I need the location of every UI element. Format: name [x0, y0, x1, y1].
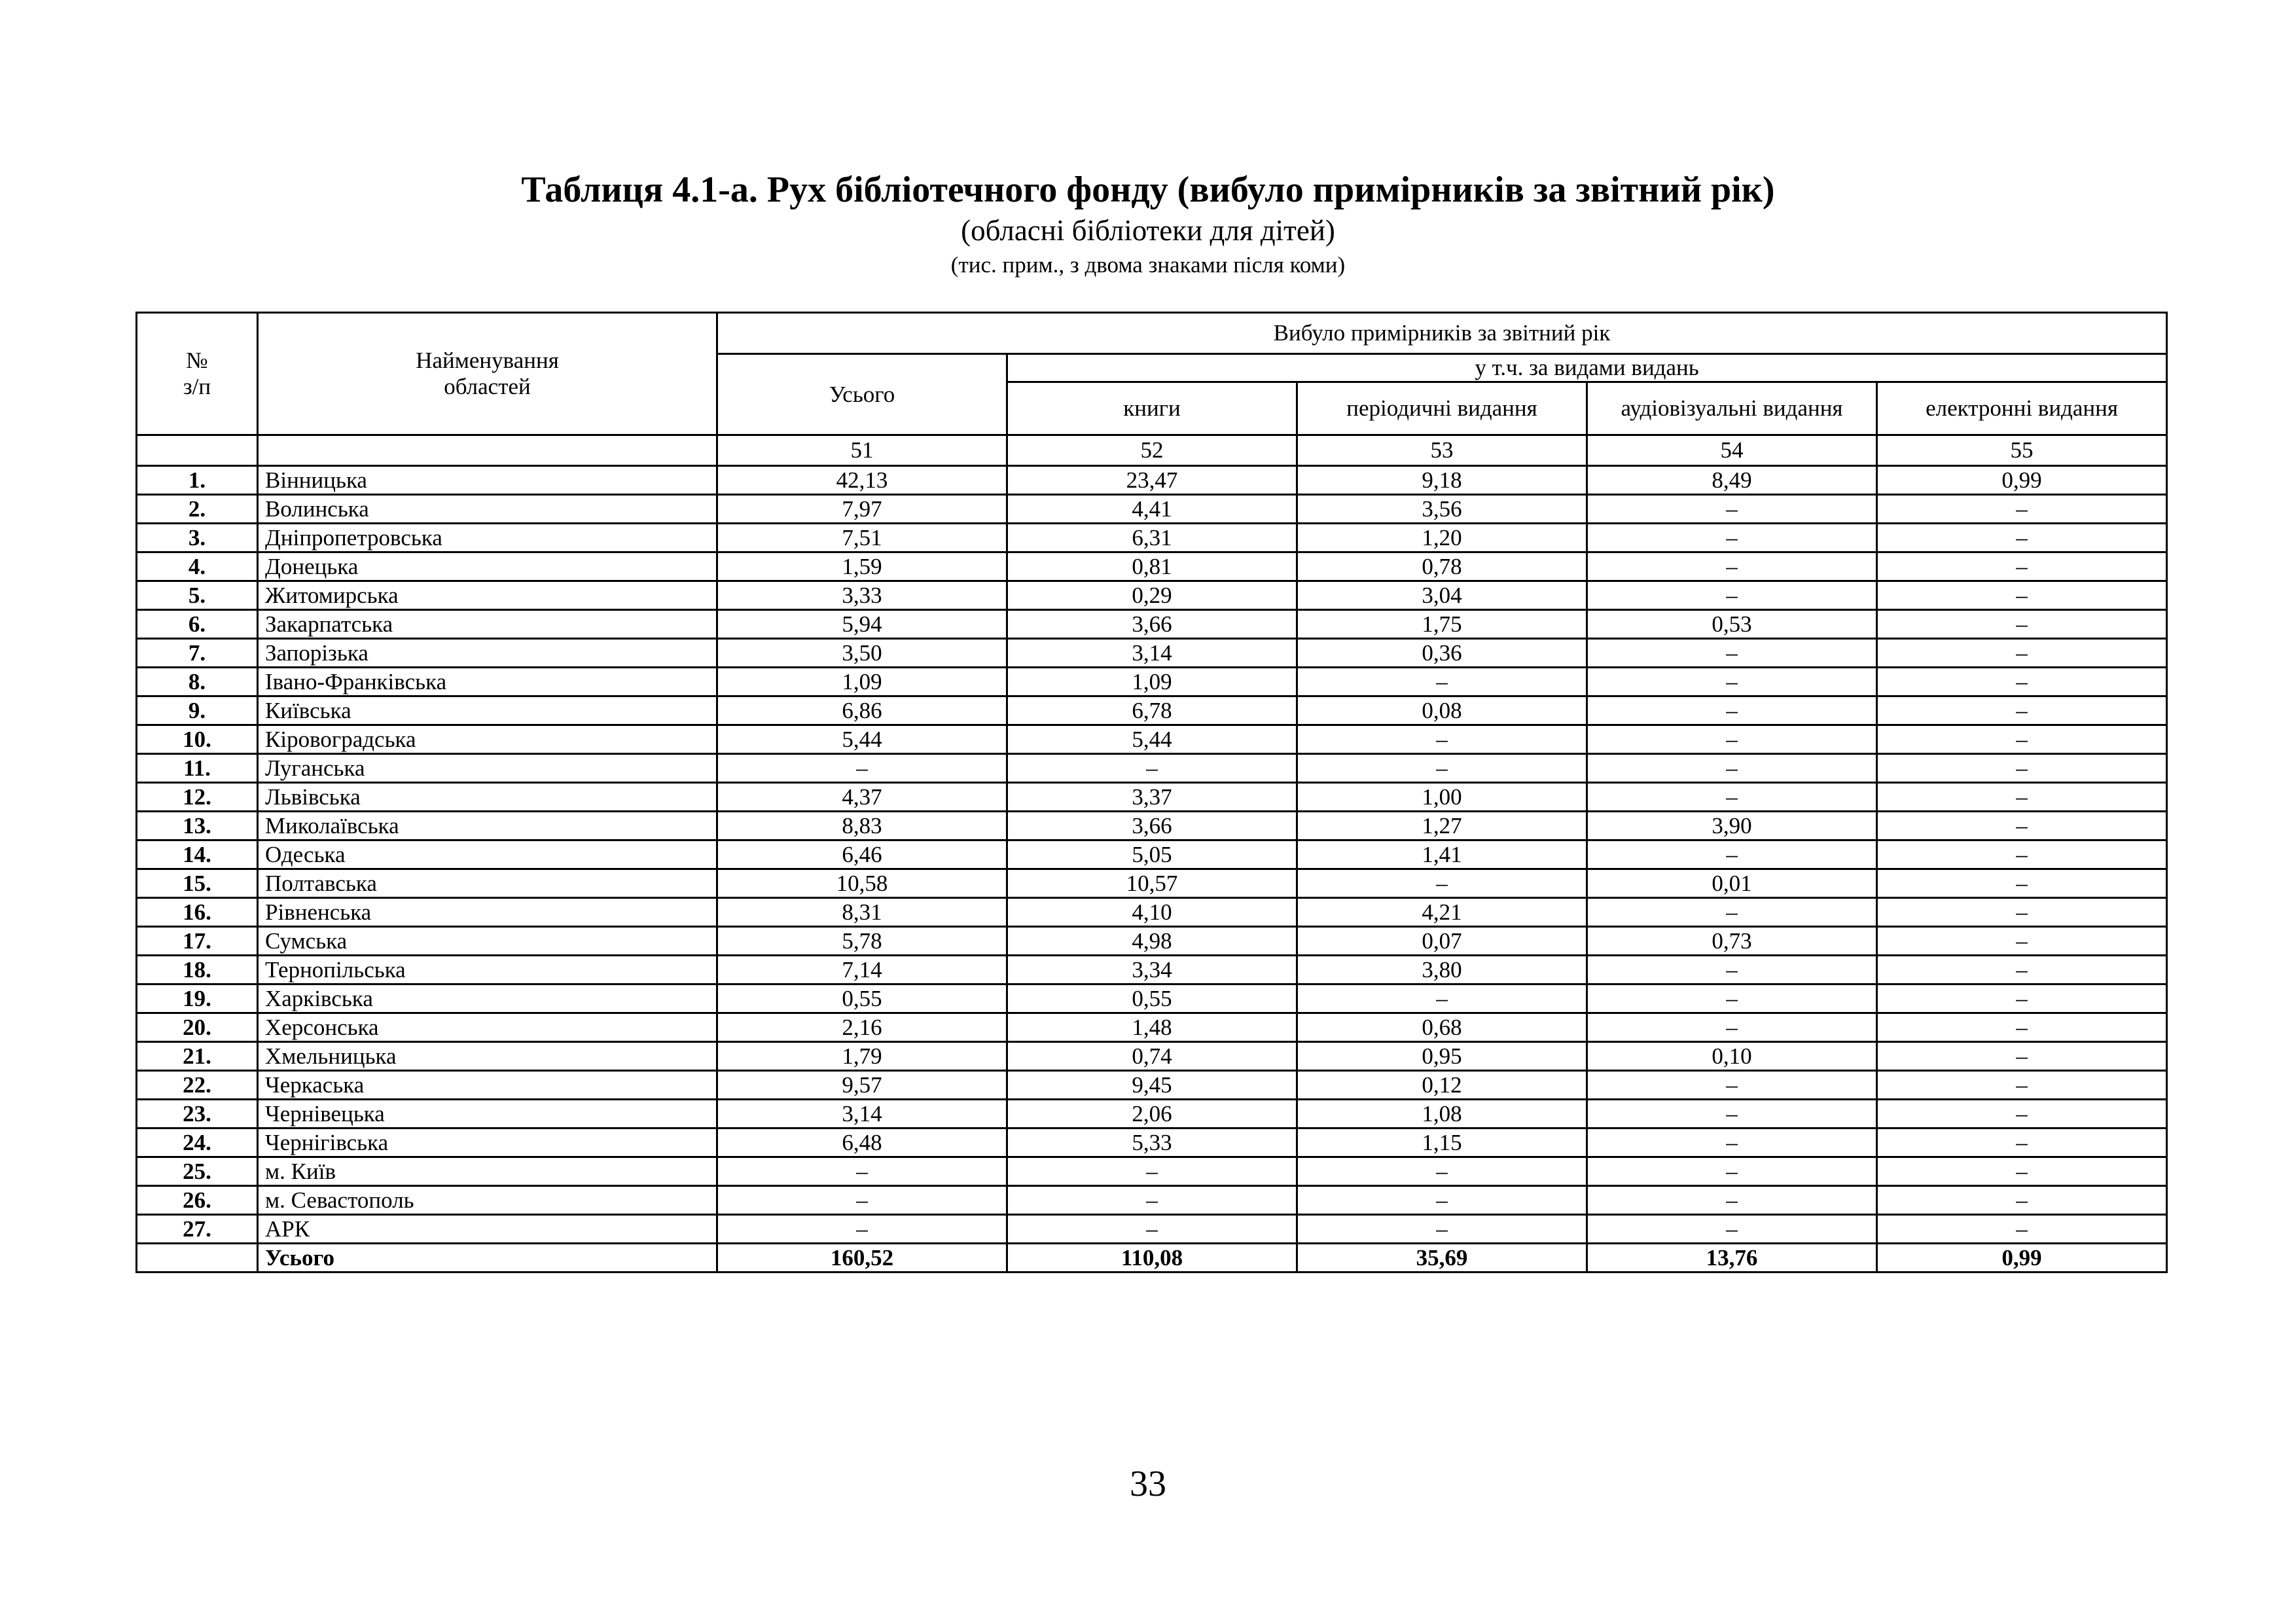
cell-num: 24.	[137, 1128, 258, 1157]
table-title: Таблиця 4.1-а. Рух бібліотечного фонду (вибуло примірників за звітний рік)	[521, 170, 1775, 210]
cell-name: Закарпатська	[258, 610, 717, 639]
cell-audiovisual: –	[1587, 1215, 1877, 1244]
cell-total: 5,94	[717, 610, 1007, 639]
cell-periodicals: –	[1297, 869, 1587, 898]
table-row	[137, 1157, 2167, 1186]
cell-books: 6,78	[1007, 696, 1297, 725]
cell-name: Запорізька	[258, 639, 717, 668]
cell-electronic: –	[1877, 1071, 2167, 1100]
cell-name: Чернівецька	[258, 1100, 717, 1128]
cell-name: Тернопільська	[258, 956, 717, 984]
cell-name: Кіровоградська	[258, 725, 717, 754]
table-row	[137, 1186, 2167, 1215]
cell-total: 42,13	[717, 466, 1007, 495]
cell-total: –	[717, 1157, 1007, 1186]
cell-total: –	[717, 1215, 1007, 1244]
table-subtitle: (обласні бібліотеки для дітей)	[961, 214, 1335, 247]
cell-electronic: –	[1877, 552, 2167, 581]
cell-name: Херсонська	[258, 1013, 717, 1042]
cell-periodicals: –	[1297, 984, 1587, 1013]
cell-periodicals: –	[1297, 1186, 1587, 1215]
cell-num: 13.	[137, 812, 258, 840]
cell-electronic: –	[1877, 869, 2167, 898]
cell-books: 0,74	[1007, 1042, 1297, 1071]
cell-name: Миколаївська	[258, 812, 717, 840]
units-note: (тис. прим., з двома знаками після коми)	[950, 252, 1346, 278]
cell-audiovisual: –	[1587, 783, 1877, 812]
cell-periodicals: 0,12	[1297, 1071, 1587, 1100]
cell-num: 1.	[137, 466, 258, 495]
cell-periodicals: –	[1297, 1157, 1587, 1186]
cell-num	[137, 1244, 258, 1272]
cell-audiovisual: –	[1587, 1071, 1877, 1100]
cell-num: 14.	[137, 840, 258, 869]
cell-books: 10,57	[1007, 869, 1297, 898]
cell-num: 2.	[137, 495, 258, 524]
cell-name: Сумська	[258, 927, 717, 956]
cell-audiovisual: 0,01	[1587, 869, 1877, 898]
cell-num: 26.	[137, 1186, 258, 1215]
cell-electronic: –	[1877, 1100, 2167, 1128]
cell-total: 7,51	[717, 524, 1007, 552]
cell-books: –	[1007, 1186, 1297, 1215]
cell-audiovisual: –	[1587, 668, 1877, 696]
cell-audiovisual: –	[1587, 1128, 1877, 1157]
cell-name: Чернігівська	[258, 1128, 717, 1157]
table-row	[137, 840, 2167, 869]
cell-books: 3,34	[1007, 956, 1297, 984]
cell-name: Львівська	[258, 783, 717, 812]
cell-num: 27.	[137, 1215, 258, 1244]
cell-name: м. Севастополь	[258, 1186, 717, 1215]
cell-periodicals: 0,95	[1297, 1042, 1587, 1071]
table-body	[137, 466, 2167, 1272]
cell-electronic: –	[1877, 840, 2167, 869]
cell-books: 23,47	[1007, 466, 1297, 495]
cell-audiovisual: –	[1587, 984, 1877, 1013]
cell-total: 3,14	[717, 1100, 1007, 1128]
header-subgroup: у т.ч. за видами видань	[1007, 354, 2167, 382]
cell-name: Івано-Франківська	[258, 668, 717, 696]
table-row	[137, 812, 2167, 840]
cell-periodicals: 4,21	[1297, 898, 1587, 927]
cell-name: Усього	[258, 1244, 717, 1272]
cell-audiovisual: –	[1587, 754, 1877, 783]
header-books: книги	[1007, 382, 1297, 435]
cell-audiovisual: –	[1587, 639, 1877, 668]
cell-books: 1,09	[1007, 668, 1297, 696]
cell-name: Полтавська	[258, 869, 717, 898]
cell-periodicals: 1,27	[1297, 812, 1587, 840]
cell-books: 3,14	[1007, 639, 1297, 668]
table-row	[137, 984, 2167, 1013]
cell-name: Рівненська	[258, 898, 717, 927]
cell-electronic: –	[1877, 495, 2167, 524]
cell-electronic: –	[1877, 610, 2167, 639]
cell-num: 6.	[137, 610, 258, 639]
cell-total: 6,48	[717, 1128, 1007, 1157]
cell-books: 0,29	[1007, 581, 1297, 610]
cell-num: 12.	[137, 783, 258, 812]
table-row	[137, 524, 2167, 552]
cell-periodicals: 3,80	[1297, 956, 1587, 984]
cell-num: 11.	[137, 754, 258, 783]
cell-electronic: –	[1877, 581, 2167, 610]
header-total: Усього	[717, 354, 1007, 435]
cell-num: 19.	[137, 984, 258, 1013]
cell-num: 15.	[137, 869, 258, 898]
cell-audiovisual: 0,73	[1587, 927, 1877, 956]
cell-periodicals: 1,75	[1297, 610, 1587, 639]
cell-books: –	[1007, 1157, 1297, 1186]
cell-name: Волинська	[258, 495, 717, 524]
cell-electronic: –	[1877, 1042, 2167, 1071]
cell-audiovisual: 13,76	[1587, 1244, 1877, 1272]
cell-electronic: –	[1877, 812, 2167, 840]
cell-total: 1,79	[717, 1042, 1007, 1071]
cell-electronic: –	[1877, 956, 2167, 984]
cell-name: Харківська	[258, 984, 717, 1013]
table-row	[137, 1215, 2167, 1244]
cell-num: 22.	[137, 1071, 258, 1100]
cell-electronic: –	[1877, 1128, 2167, 1157]
cell-books: 2,06	[1007, 1100, 1297, 1128]
table-row	[137, 1128, 2167, 1157]
cell-total: 1,09	[717, 668, 1007, 696]
cell-total: 6,86	[717, 696, 1007, 725]
cell-audiovisual: 8,49	[1587, 466, 1877, 495]
table-row	[137, 783, 2167, 812]
cell-name: Одеська	[258, 840, 717, 869]
table-row	[137, 898, 2167, 927]
cell-periodicals: 0,78	[1297, 552, 1587, 581]
cell-total: 3,33	[717, 581, 1007, 610]
cell-books: 0,81	[1007, 552, 1297, 581]
cell-periodicals: 35,69	[1297, 1244, 1587, 1272]
cell-num: 20.	[137, 1013, 258, 1042]
cell-periodicals: –	[1297, 668, 1587, 696]
cell-total: 0,55	[717, 984, 1007, 1013]
colnum-blank	[137, 435, 258, 466]
cell-audiovisual: –	[1587, 840, 1877, 869]
cell-books: 3,66	[1007, 812, 1297, 840]
table-row	[137, 581, 2167, 610]
cell-num: 5.	[137, 581, 258, 610]
cell-total: 8,31	[717, 898, 1007, 927]
cell-electronic: –	[1877, 1186, 2167, 1215]
cell-name: Донецька	[258, 552, 717, 581]
table-row	[137, 668, 2167, 696]
cell-total: 2,16	[717, 1013, 1007, 1042]
cell-periodicals: 1,08	[1297, 1100, 1587, 1128]
cell-audiovisual: 3,90	[1587, 812, 1877, 840]
cell-name: Хмельницька	[258, 1042, 717, 1071]
cell-num: 3.	[137, 524, 258, 552]
cell-electronic: –	[1877, 754, 2167, 783]
table-row	[137, 725, 2167, 754]
cell-electronic: –	[1877, 783, 2167, 812]
cell-books: 9,45	[1007, 1071, 1297, 1100]
header-audiovisual: аудіовізуальні видання	[1587, 382, 1877, 435]
cell-total: –	[717, 754, 1007, 783]
cell-books: 0,55	[1007, 984, 1297, 1013]
cell-num: 23.	[137, 1100, 258, 1128]
cell-electronic: –	[1877, 898, 2167, 927]
table-row	[137, 495, 2167, 524]
cell-total: 4,37	[717, 783, 1007, 812]
cell-total: 6,46	[717, 840, 1007, 869]
table-row	[137, 956, 2167, 984]
cell-books: 6,31	[1007, 524, 1297, 552]
cell-periodicals: –	[1297, 725, 1587, 754]
cell-periodicals: 3,56	[1297, 495, 1587, 524]
cell-name: Дніпропетровська	[258, 524, 717, 552]
table-row	[137, 466, 2167, 495]
cell-audiovisual: –	[1587, 495, 1877, 524]
cell-total: 7,14	[717, 956, 1007, 984]
header-name: Найменування областей	[258, 313, 717, 435]
colnum-51: 51	[717, 435, 1007, 466]
cell-total: 3,50	[717, 639, 1007, 668]
cell-name: м. Київ	[258, 1157, 717, 1186]
cell-audiovisual: –	[1587, 581, 1877, 610]
cell-electronic: –	[1877, 668, 2167, 696]
cell-audiovisual: –	[1587, 1100, 1877, 1128]
table-row	[137, 639, 2167, 668]
cell-name: Луганська	[258, 754, 717, 783]
cell-num: 18.	[137, 956, 258, 984]
cell-periodicals: 9,18	[1297, 466, 1587, 495]
cell-num: 9.	[137, 696, 258, 725]
cell-periodicals: 0,07	[1297, 927, 1587, 956]
cell-num: 21.	[137, 1042, 258, 1071]
cell-electronic: –	[1877, 927, 2167, 956]
cell-books: 5,44	[1007, 725, 1297, 754]
cell-num: 10.	[137, 725, 258, 754]
cell-periodicals: 1,15	[1297, 1128, 1587, 1157]
table-row	[137, 696, 2167, 725]
table-row	[137, 1013, 2167, 1042]
colnum-55: 55	[1877, 435, 2167, 466]
cell-electronic: 0,99	[1877, 466, 2167, 495]
cell-name: Житомирська	[258, 581, 717, 610]
cell-total: 5,44	[717, 725, 1007, 754]
cell-num: 8.	[137, 668, 258, 696]
cell-total: 10,58	[717, 869, 1007, 898]
cell-periodicals: –	[1297, 1215, 1587, 1244]
header-num: № з/п	[137, 313, 258, 435]
cell-electronic: –	[1877, 725, 2167, 754]
cell-electronic: –	[1877, 984, 2167, 1013]
cell-books: 4,10	[1007, 898, 1297, 927]
cell-books: 5,33	[1007, 1128, 1297, 1157]
header-electronic: електронні видання	[1877, 382, 2167, 435]
cell-books: –	[1007, 1215, 1297, 1244]
cell-total: 7,97	[717, 495, 1007, 524]
cell-num: 4.	[137, 552, 258, 581]
cell-name: Черкаська	[258, 1071, 717, 1100]
table-row	[137, 552, 2167, 581]
cell-electronic: –	[1877, 524, 2167, 552]
table-row	[137, 927, 2167, 956]
total-row	[137, 1244, 2167, 1272]
cell-electronic: –	[1877, 1157, 2167, 1186]
cell-audiovisual: –	[1587, 524, 1877, 552]
cell-num: 17.	[137, 927, 258, 956]
column-numbers-row	[137, 435, 2167, 466]
cell-periodicals: 1,20	[1297, 524, 1587, 552]
cell-books: 110,08	[1007, 1244, 1297, 1272]
cell-num: 25.	[137, 1157, 258, 1186]
table-row	[137, 754, 2167, 783]
cell-periodicals: 1,00	[1297, 783, 1587, 812]
cell-periodicals: –	[1297, 754, 1587, 783]
table-header	[137, 313, 2167, 466]
cell-total: 5,78	[717, 927, 1007, 956]
cell-electronic: –	[1877, 1215, 2167, 1244]
header-periodicals: періодичні видання	[1297, 382, 1587, 435]
table-row	[137, 1042, 2167, 1071]
table-row	[137, 610, 2167, 639]
cell-name: Вінницька	[258, 466, 717, 495]
cell-audiovisual: –	[1587, 1013, 1877, 1042]
cell-audiovisual: –	[1587, 898, 1877, 927]
cell-audiovisual: 0,53	[1587, 610, 1877, 639]
cell-num: 16.	[137, 898, 258, 927]
table-row	[137, 869, 2167, 898]
cell-books: –	[1007, 754, 1297, 783]
cell-audiovisual: –	[1587, 956, 1877, 984]
cell-books: 4,41	[1007, 495, 1297, 524]
cell-total: 9,57	[717, 1071, 1007, 1100]
library-fund-table	[135, 312, 2168, 1273]
cell-total: 160,52	[717, 1244, 1007, 1272]
cell-audiovisual: –	[1587, 552, 1877, 581]
cell-books: 5,05	[1007, 840, 1297, 869]
cell-periodicals: 0,68	[1297, 1013, 1587, 1042]
table-row	[137, 1071, 2167, 1100]
table-row	[137, 1100, 2167, 1128]
colnum-54: 54	[1587, 435, 1877, 466]
cell-periodicals: 1,41	[1297, 840, 1587, 869]
cell-periodicals: 0,36	[1297, 639, 1587, 668]
cell-num: 7.	[137, 639, 258, 668]
cell-periodicals: 3,04	[1297, 581, 1587, 610]
cell-total: 8,83	[717, 812, 1007, 840]
cell-audiovisual: 0,10	[1587, 1042, 1877, 1071]
cell-audiovisual: –	[1587, 725, 1877, 754]
page-number: 33	[1130, 1464, 1166, 1504]
header-group: Вибуло примірників за звітний рік	[717, 313, 2167, 354]
cell-total: –	[717, 1186, 1007, 1215]
colnum-52: 52	[1007, 435, 1297, 466]
cell-name: Київська	[258, 696, 717, 725]
colnum-53: 53	[1297, 435, 1587, 466]
cell-electronic: –	[1877, 639, 2167, 668]
cell-books: 3,66	[1007, 610, 1297, 639]
colnum-blank	[258, 435, 717, 466]
cell-periodicals: 0,08	[1297, 696, 1587, 725]
cell-books: 1,48	[1007, 1013, 1297, 1042]
cell-audiovisual: –	[1587, 696, 1877, 725]
cell-books: 3,37	[1007, 783, 1297, 812]
cell-books: 4,98	[1007, 927, 1297, 956]
cell-audiovisual: –	[1587, 1186, 1877, 1215]
cell-electronic: –	[1877, 696, 2167, 725]
cell-audiovisual: –	[1587, 1157, 1877, 1186]
cell-total: 1,59	[717, 552, 1007, 581]
cell-electronic: –	[1877, 1013, 2167, 1042]
cell-electronic: 0,99	[1877, 1244, 2167, 1272]
cell-name: АРК	[258, 1215, 717, 1244]
